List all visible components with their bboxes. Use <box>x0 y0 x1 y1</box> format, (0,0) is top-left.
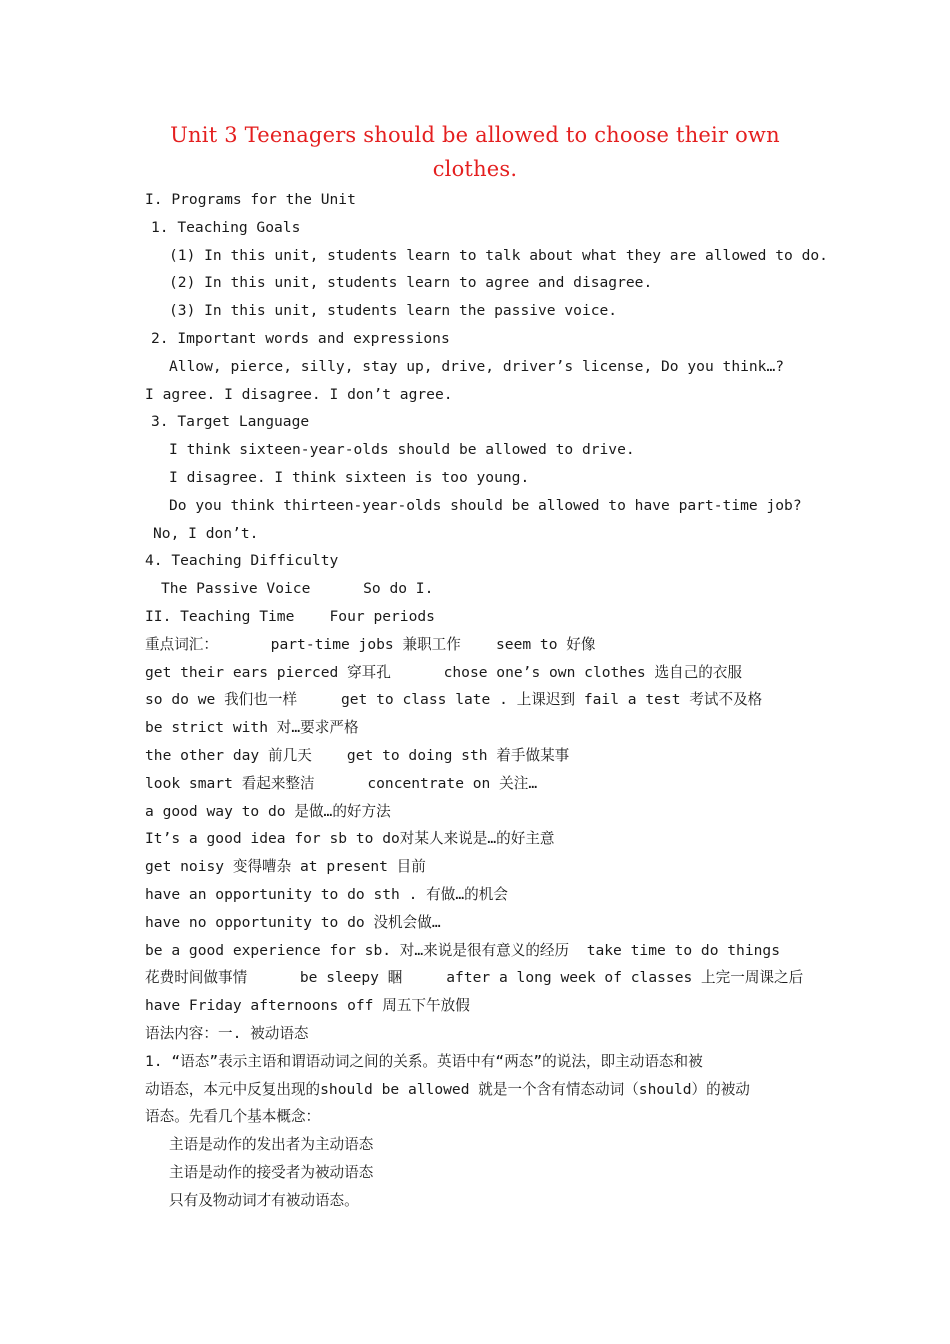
vocab-line: get their ears pierced 穿耳孔 chose one’s own clothes 选自己的衣服 <box>145 663 743 681</box>
subsection-heading: 2. Important words and expressions <box>151 329 450 347</box>
concept-line: 主语是动作的发出者为主动语态 <box>169 1136 374 1154</box>
concept-line: 主语是动作的接受者为被动语态 <box>169 1163 374 1181</box>
text-line: I agree. I disagree. I don’t agree. <box>145 385 453 403</box>
vocab-line: 重点词汇： part-time jobs 兼职工作 seem to 好像 <box>145 635 596 653</box>
paragraph-line: 动语态，本元中反复出现的should be allowed 就是一个含有情态动词（should）的被动 <box>145 1080 750 1098</box>
text-line: The Passive Voice So do I. <box>161 580 434 598</box>
document-body <box>145 186 828 1214</box>
vocab-line: It’s a good idea for sb to do对某人来说是…的好主意 <box>145 830 555 848</box>
vocab-line: 花费时间做事情 be sleepy 睏 after a long week of classes 上完一周课之后 <box>145 969 804 987</box>
paragraph-line: 1. “语态”表示主语和谓语动词之间的关系。英语中有“两态”的说法，即主动语态和被 <box>145 1052 703 1070</box>
vocab-line: the other day 前几天 get to doing sth 着手做某事 <box>145 746 570 764</box>
goal-item: (1) In this unit, students learn to talk about what they are allowed to do. <box>169 246 828 264</box>
vocab-line: be a good experience for sb. 对…来说是很有意义的经历 take time to do things <box>145 941 780 959</box>
text-line: Allow, pierce, silly, stay up, drive, driver’s license, Do you think…? <box>169 357 785 375</box>
section-heading: I. Programs for the Unit <box>145 191 356 208</box>
subsection-heading: 1. Teaching Goals <box>151 218 301 236</box>
section-heading: II. Teaching Time Four periods <box>145 607 435 625</box>
vocab-line: be strict with 对…要求严格 <box>145 719 359 737</box>
vocab-line: have an opportunity to do sth . 有做…的机会 <box>145 885 508 903</box>
concept-line: 只有及物动词才有被动语态。 <box>169 1191 359 1209</box>
vocab-line: look smart 看起来整洁 concentrate on 关注… <box>145 774 538 792</box>
vocab-line: have no opportunity to do 没机会做… <box>145 913 441 931</box>
vocab-line: get noisy 变得嘈杂 at present 目前 <box>145 858 426 876</box>
text-line: I think sixteen-year-olds should be allowed to drive. <box>169 441 635 459</box>
text-line: I disagree. I think sixteen is too young. <box>169 468 530 486</box>
text-line: Do you think thirteen-year-olds should be allowed to have part-time job? <box>169 496 802 514</box>
vocab-line: a good way to do 是做…的好方法 <box>145 802 391 820</box>
paragraph-line: 语态。先看几个基本概念： <box>145 1108 321 1126</box>
grammar-heading: 语法内容：一. 被动语态 <box>145 1024 309 1042</box>
text-line: No, I don’t. <box>153 524 259 542</box>
goal-item: (3) In this unit, students learn the passive voice. <box>169 302 618 320</box>
subsection-heading: 4. Teaching Difficulty <box>145 552 339 570</box>
subsection-heading: 3. Target Language <box>151 413 310 431</box>
goal-item: (2) In this unit, students learn to agree and disagree. <box>169 274 653 292</box>
document-title: Unit 3 Teenagers should be allowed to choose their own clothes. <box>170 123 780 181</box>
vocab-line: so do we 我们也一样 get to class late . 上课迟到 fail a test 考试不及格 <box>145 691 763 709</box>
vocab-line: have Friday afternoons off 周五下午放假 <box>145 997 470 1015</box>
